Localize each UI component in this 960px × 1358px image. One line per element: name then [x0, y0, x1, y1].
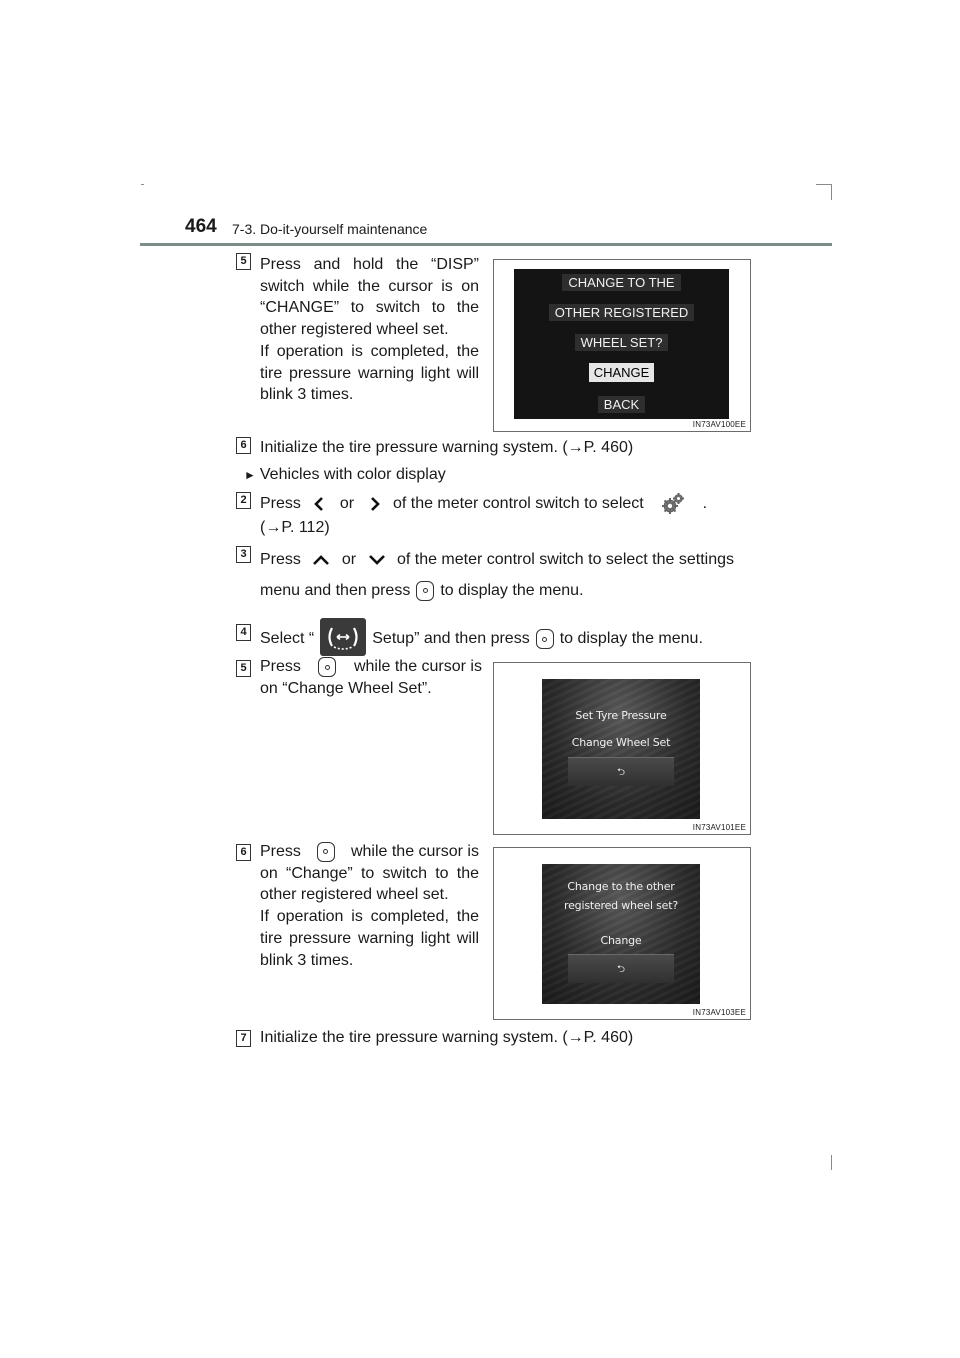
ok-button-icon [317, 842, 335, 862]
screen-line-3: WHEEL SET? [575, 334, 669, 351]
screen-set-tyre-pressure: Set Tyre Pressure [575, 709, 667, 722]
screen-line-1: CHANGE TO THE [562, 274, 680, 291]
settings-gear-icon [660, 491, 686, 517]
screen-line-2: OTHER REGISTERED [549, 304, 695, 321]
step-3-text: Press or of the meter control switch to select the settings menu and then press to display the menu. [260, 551, 734, 599]
triangle-marker-icon: ► [244, 468, 256, 482]
step-4-text: Select “ Setup” and then press to display the menu. [260, 620, 780, 658]
step-7-text: Initialize the tire pressure warning system. (→P. 460) [260, 1029, 634, 1046]
step-badge-2: 2 [236, 492, 251, 509]
step-5-instruction: Press and hold the “DISP” switch while the cursor is on “CHANGE” to switch to the other registered wheel set. [260, 256, 479, 339]
return-icon: ⮌ [616, 964, 625, 975]
step-5b-text: Press while the cursor is on “Change Wheel Set”. [260, 658, 482, 697]
figure-code: IN73AV100EE [692, 420, 746, 429]
chevron-left-icon [311, 495, 329, 513]
screen-change-wheel-set: Change Wheel Set [571, 736, 671, 749]
step-6b-text: Press while the cursor is on “Change” to switch to the other registered wheel set. If operation is completed, the tire pressure warning light will blink 3 times. [260, 843, 479, 969]
figure-code: IN73AV101EE [692, 823, 746, 832]
figure-settings-change-wheel-set [493, 662, 751, 835]
chevron-down-icon [367, 552, 387, 568]
header-rule [140, 243, 832, 246]
step-badge-6b: 6 [236, 844, 251, 861]
screen-return-bar [568, 757, 674, 786]
crop-mark-top-right-v [831, 184, 832, 200]
screen-change-option: Change [600, 934, 642, 947]
chevron-up-icon [311, 552, 331, 568]
step-badge-3: 3 [236, 546, 251, 563]
meter-screen-mono [514, 269, 729, 419]
screen-change-option: CHANGE [589, 363, 655, 382]
arrow-symbol: → [567, 439, 584, 456]
step-5-note: If operation is completed, the tire pressure warning light will blink 3 times. [260, 342, 479, 404]
arrow-symbol: → [265, 519, 282, 536]
multi-info-display [542, 864, 700, 1004]
subheading-color-display: ► Vehicles with color display [244, 466, 446, 483]
crop-mark-top-left [141, 184, 144, 185]
step-badge-5b: 5 [236, 660, 251, 677]
step-badge-4: 4 [236, 624, 251, 641]
section-title: 7-3. Do-it-yourself maintenance [232, 221, 428, 237]
step-5-text [260, 254, 479, 406]
screen-registered-wheel-set: registered wheel set? [564, 899, 678, 912]
page-number: 464 [185, 216, 217, 237]
step-6-text: Initialize the tire pressure warning system. (→P. 460) [260, 439, 634, 456]
figure-code: IN73AV103EE [692, 1008, 746, 1017]
multi-info-display [542, 679, 700, 819]
return-icon: ⮌ [616, 767, 625, 778]
step-badge-7: 7 [236, 1030, 251, 1047]
step-badge-6: 6 [236, 437, 251, 454]
screen-return-bar [568, 954, 674, 983]
ok-button-icon [318, 657, 336, 677]
figure-change-confirmation [493, 847, 751, 1020]
arrow-symbol: → [567, 1029, 584, 1046]
step-2-text: Press or of the meter control switch to select . (→P. 112) [260, 491, 780, 539]
ok-button-icon [536, 629, 554, 649]
step-badge-5: 5 [236, 253, 251, 270]
crop-mark-top-right-h [816, 184, 832, 185]
screen-change-to-other: Change to the other [567, 880, 675, 893]
tire-pressure-setup-icon [320, 618, 366, 656]
screen-back-option: BACK [598, 396, 645, 413]
ok-button-icon [416, 581, 434, 601]
chevron-right-icon [365, 495, 383, 513]
crop-mark-bottom-right [831, 1155, 832, 1170]
figure-meter-change-wheel-set [493, 259, 751, 432]
